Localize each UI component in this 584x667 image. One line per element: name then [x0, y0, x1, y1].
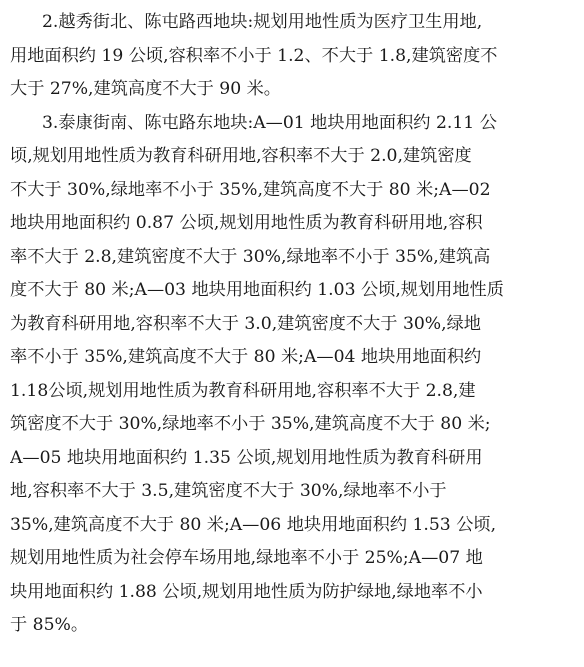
text-line: 2.越秀街北、陈屯路西地块:规划用地性质为医疗卫生用地,: [42, 12, 483, 32]
text-line: 地块用地面积约 0.87 公顷,规划用地性质为教育科研用地,容积: [10, 213, 483, 233]
text-line: 度不大于 80 米;A—03 地块用地面积约 1.03 公顷,规划用地性质: [10, 280, 504, 300]
text-line: 35%,建筑高度不大于 80 米;A—06 地块用地面积约 1.53 公顷,: [10, 514, 497, 535]
text-line: 规划用地性质为社会停车场用地,绿地率不小于 25%;A—07 地: [10, 548, 483, 568]
text-line: 为教育科研用地,容积率不大于 3.0,建筑密度不大于 30%,绿地: [10, 313, 481, 334]
paragraph-item-2: [10, 6, 574, 107]
text-line: 块用地面积约 1.88 公顷,规划用地性质为防护绿地,绿地率不小: [10, 581, 483, 602]
text-line: 筑密度不大于 30%,绿地率不小于 35%,建筑高度不大于 80 米;: [10, 414, 491, 434]
text-line: 不大于 30%,绿地率不小于 35%,建筑高度不大于 80 米;A—02: [10, 179, 491, 200]
text-line: 用地面积约 19 公顷,容积率不小于 1.2、不大于 1.8,建筑密度不: [10, 45, 498, 66]
text-line: 1.18公顷,规划用地性质为教育科研用地,容积率不大于 2.8,建: [10, 380, 476, 401]
text-line: 大于 27%,建筑高度不大于 90 米。: [10, 79, 281, 99]
text-line: 顷,规划用地性质为教育科研用地,容积率不大于 2.0,建筑密度: [10, 146, 472, 166]
text-line: 率不小于 35%,建筑高度不大于 80 米;A—04 地块用地面积约: [10, 347, 482, 367]
text-line: 于 85%。: [10, 615, 89, 635]
text-line: 率不大于 2.8,建筑密度不大于 30%,绿地率不小于 35%,建筑高: [10, 246, 491, 267]
text-line: 地,容积率不大于 3.5,建筑密度不大于 30%,绿地率不小于: [10, 481, 447, 501]
text-line: 3.泰康街南、陈屯路东地块:A—01 地块用地面积约 2.11 公: [42, 112, 497, 133]
paragraph-item-3: [10, 107, 574, 643]
text-line: A—05 地块用地面积约 1.35 公顷,规划用地性质为教育科研用: [10, 447, 483, 468]
